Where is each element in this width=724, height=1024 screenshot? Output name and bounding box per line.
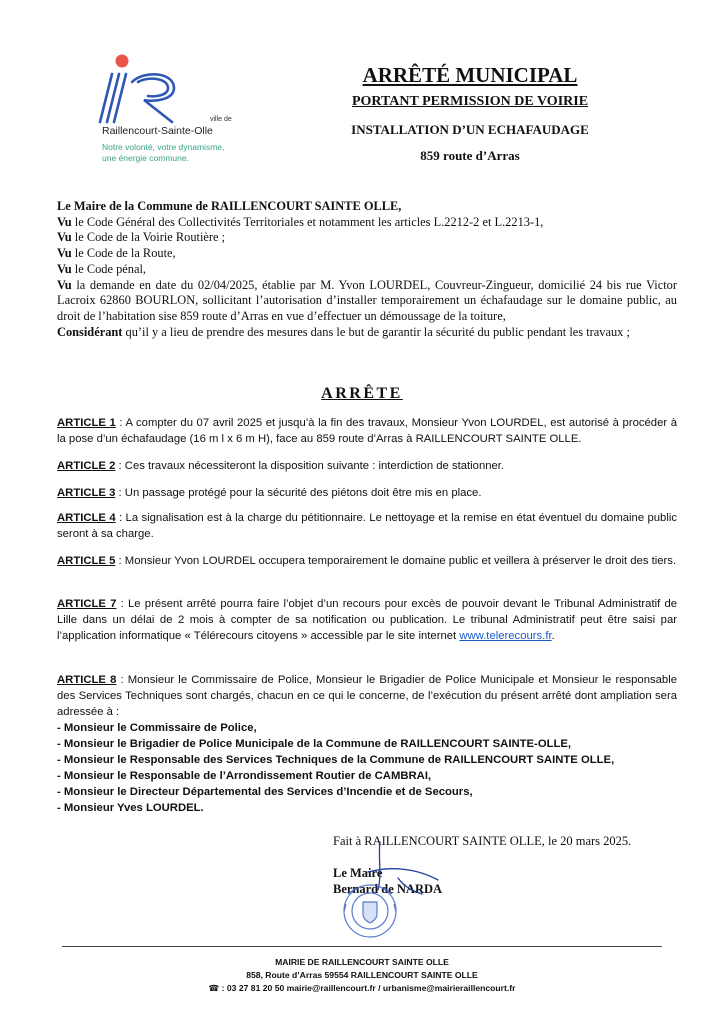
- recipients-list: [57, 720, 677, 816]
- list-item: - Monsieur le Directeur Départemental des Services d’Incendie et de Secours,: [57, 786, 473, 798]
- article-5: ARTICLE 5 : Monsieur Yvon LOURDEL occupera temporairement le domaine public et veillera à préserver le droit des tiers.: [57, 555, 677, 567]
- vu-line-1: Vu le Code Général des Collectivités Territoriales et notamment les articles L.2212-2 et L.2213-1,: [57, 214, 544, 229]
- article-4: ARTICLE 4 : La signalisation est à la charge du pétitionnaire. Le nettoyage et la remise en état éventuel du domaine public seront à sa charge.: [57, 512, 678, 540]
- phone-icon: ☎: [208, 983, 220, 993]
- list-item: - Monsieur le Responsable de l’Arrondissement Routier de CAMBRAI,: [57, 770, 432, 782]
- footer-contact-text: : 03 27 81 20 50 mairie@raillencourt.fr / urbanisme@mairieraillencourt.fr: [221, 983, 516, 993]
- document-title: ARRÊTÉ MUNICIPAL: [362, 63, 578, 87]
- municipal-logo: [88, 52, 238, 167]
- signatory-role: Le Maire: [333, 866, 383, 880]
- footer-address: 858, Route d’Arras 59554 RAILLENCOURT SAINTE OLLE: [246, 970, 478, 980]
- document-object: INSTALLATION D’UN ECHAFAUDAGE: [351, 122, 589, 137]
- logo-tagline: [102, 142, 232, 164]
- logo-ir-graphic: [88, 52, 218, 130]
- footer-mairie-name: MAIRIE DE RAILLENCOURT SAINTE OLLE: [275, 957, 449, 967]
- fait-a-line: Fait à RAILLENCOURT SAINTE OLLE, le 20 mars 2025.: [333, 834, 632, 848]
- document-address: 859 route d’Arras: [420, 148, 520, 163]
- article-7: ARTICLE 7 : Le présent arrêté pourra faire l’objet d’un recours pour excès de pouvoir devant le Tribunal Administratif de Lille dans un délai de 2 mois à compter de sa notification ou publication. Le tribunal Administratif peut être saisi par l’application informatique « Télérecours citoyens » accessible par le site internet www.telerecours.fr.: [57, 598, 678, 642]
- logo-ville-label: ville de: [210, 116, 232, 123]
- vu-line-3: Vu le Code de la Route,: [57, 246, 176, 261]
- document-subtitle: PORTANT PERMISSION DE VOIRIE: [351, 94, 589, 109]
- municipal-seal: [338, 880, 408, 942]
- vu-line-4: Vu le Code pénal,: [57, 261, 147, 276]
- list-item: - Monsieur Yves LOURDEL.: [57, 802, 204, 814]
- article-2: ARTICLE 2 : Ces travaux nécessiteront la disposition suivante : interdiction de stationner.: [57, 460, 505, 472]
- logo-tagline-2: une énergie commune.: [102, 153, 189, 163]
- vu-line-2: Vu le Code de la Voirie Routière ;: [57, 230, 226, 245]
- article-3: ARTICLE 3 : Un passage protégé pour la sécurité des piétons doit être mis en place.: [57, 487, 482, 499]
- considerant-line: Considérant qu’il y a lieu de prendre des mesures dans le but de garantir la sécurité du public pendant les travaux ;: [57, 324, 630, 339]
- list-item: - Monsieur le Commissaire de Police,: [57, 722, 257, 734]
- list-item: - Monsieur le Responsable des Services Techniques de la Commune de RAILLENCOURT SAINTE OLLE,: [57, 754, 615, 766]
- signatory-name: Bernard de NARDA: [333, 882, 443, 896]
- list-item: - Monsieur le Brigadier de Police Municipale de la Commune de RAILLENCOURT SAINTE-OLLE,: [57, 738, 572, 750]
- vu-line-5: Vu la demande en date du 02/04/2025, établie par M. Yvon LOURDEL, Couvreur-Zingueur, domicilié 24 bis rue Victor Lacroix 62860 BOURLON, sollicitant l’autorisation d’installer temporairement un échafaudage sur le domaine public, au droit de l’habitation sise 859 route d’Arras en vue d’effectuer un démoussage de la toiture,: [57, 277, 677, 323]
- footer-contact: [0, 983, 724, 994]
- preamble: [57, 199, 677, 340]
- preamble-intro: Le Maire de la Commune de RAILLENCOURT SAINTE OLLE,: [57, 199, 402, 213]
- article-8: ARTICLE 8 : Monsieur le Commissaire de Police, Monsieur le Brigadier de Police Municipale et Monsieur le responsable des Services Techniques sont chargés, chacun en ce qui le concerne, de l’exécution du présent arrêté dont ampliation sera adressée à :: [57, 674, 678, 718]
- article-1: ARTICLE 1 : A compter du 07 avril 2025 et jusqu’à la fin des travaux, Monsieur Yvon LOURDEL, est autorisé à procéder à la pose d’un échafaudage (16 m l x 6 m H), face au 859 route d’Arras à RAILLENCOURT SAINTE OLLE.: [57, 417, 677, 445]
- logo-town-name: Raillencourt-Sainte-Olle: [102, 125, 213, 137]
- logo-tagline-1: Notre volonté, votre dynamisme,: [102, 142, 225, 152]
- arrete-heading: ARRÊTE: [321, 385, 403, 402]
- footer-divider: [62, 946, 662, 947]
- telerecours-link[interactable]: www.telerecours.fr: [459, 629, 552, 642]
